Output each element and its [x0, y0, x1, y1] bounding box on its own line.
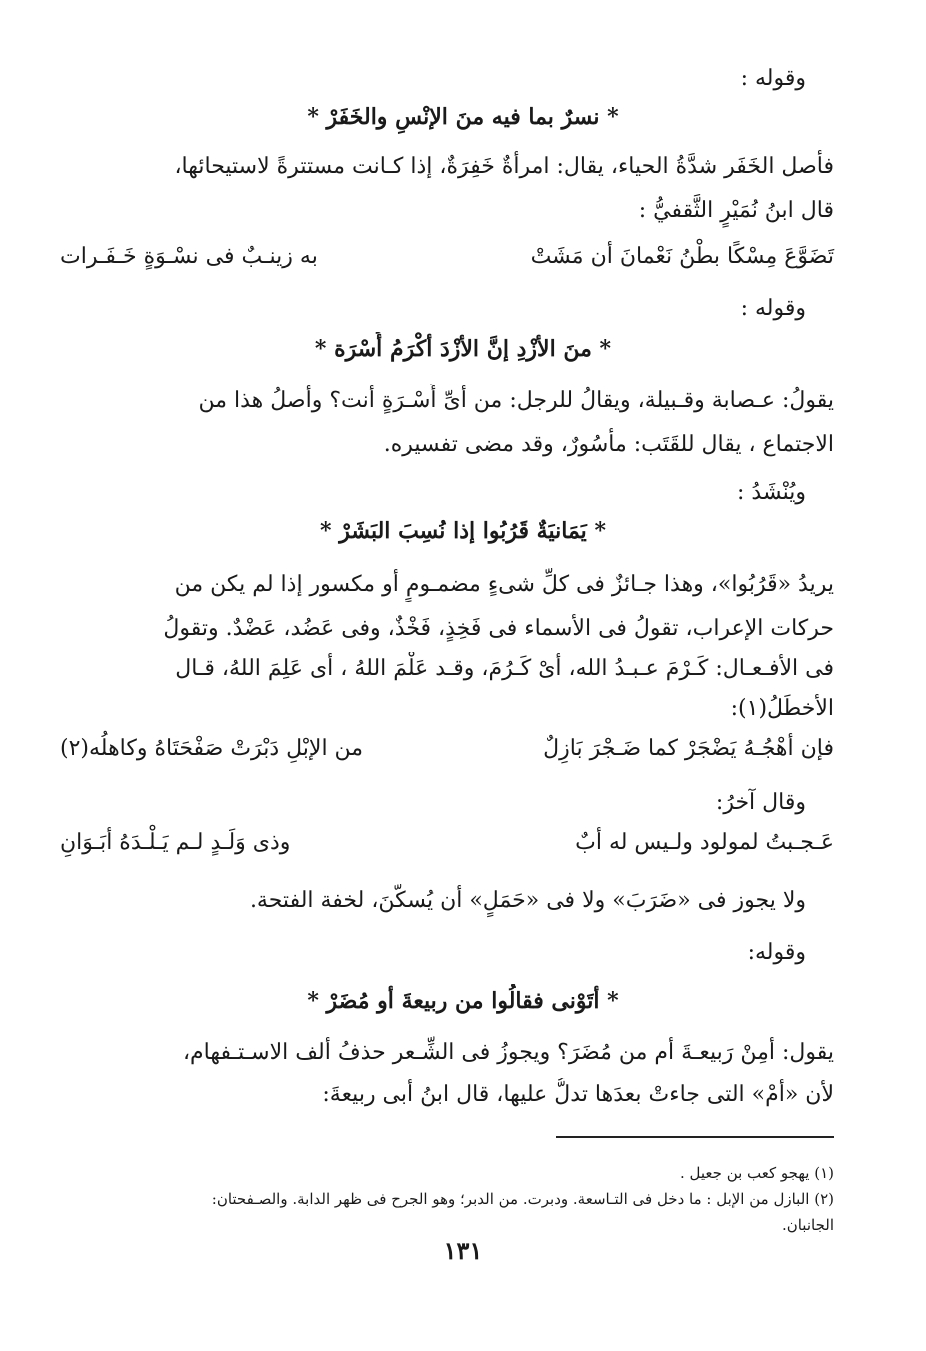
poem-verse [60, 826, 834, 860]
verse-first-hemistich: تَضَوَّعَ مِسْكًا بطْنُ نَعْمانَ أن مَشَتْ [530, 244, 834, 269]
text-line: الأخطَلُ(١): [730, 696, 834, 721]
verse-second-hemistich: به زينـبٌ فى نسْـوَةٍ خَـفَـرات [60, 244, 318, 269]
text-line: حركات الإعراب، تقولُ فى الأسماء فى فَخِذٍ، فَخْذٌ، وفى عَضُد، عَضْدٌ. وتقولُ [163, 616, 834, 641]
text-line: يريدُ «قَرُبُوا»، وهذا جـائزٌ فى كلِّ شىءٍ مضمـومٍ أو مكسور إذا لم يكن من [174, 572, 834, 597]
text-line: وقوله : [740, 296, 806, 321]
poem-verse [60, 732, 834, 766]
text-line: فأصل الخَفَر شدَّةُ الحياء، يقال: امرأةٌ خَفِرَةٌ، إذا كـانت مستترةً لاستيحائها، [174, 154, 834, 179]
text-line: وقوله: [747, 940, 806, 965]
text-line: وقوله : [740, 66, 806, 91]
quoted-hemistich: * نسرٌ بما فيه منَ الإنْسِ والخَفَرْ * [307, 104, 619, 130]
verse-second-hemistich: من الإبْلِ دَبْرَتْ صَفْحَتَاهُ وكاهلُه(٢) [60, 736, 364, 761]
footnote-divider [556, 1136, 834, 1138]
text-line: لأن «أمْ» التى جاءتْ بعدَها تدلُّ عليها، قال ابنُ أبى ربيعةَ: [322, 1082, 834, 1107]
poem-verse [60, 240, 834, 274]
text-line: وقال آخرُ: [715, 790, 806, 815]
quoted-hemistich: * يَمَانيَةٌ قَرُبُوا إذا نُسِبَ البَشَرْ * [320, 518, 606, 544]
page-number: ١٣١ [443, 1236, 483, 1265]
verse-second-hemistich: وذى وَلَـدٍ لـم يَـلْـدَهُ أبَـوَانِ [60, 830, 291, 855]
text-line: فى الأفـعـال: كَـرْمَ عـبـدُ الله، أىْ كَـرُمَ، وقـد عَلْمَ اللهُ ، أى عَلِمَ اللهُ، قـال [175, 656, 834, 681]
footnote: الجانبان. [781, 1216, 834, 1234]
text-line: الاجتماع ، يقال للقَتَب: مأسُورٌ، وقد مضى تفسيره. [383, 432, 834, 457]
quoted-hemistich: * منَ الأزْدِ إنَّ الأزْدَ أكْرَمُ أُسْرَة * [314, 336, 612, 362]
text-line: قال ابنُ نُمَيْرٍ الثَّقفيُّ : [638, 198, 834, 223]
text-line: ولا يجوز فى «ضَرَبَ» ولا فى «حَمَلٍ» أن يُسكَّنَ، لخفة الفتحة. [249, 888, 806, 913]
footnote: (١) يهجو كعب بن جعيل . [680, 1164, 834, 1182]
footnote: (٢) البازل من الإبل : ما دخل فى التـاسعة. ودبرت. من الدبر؛ وهو الجرح فى ظهر الدابة. والصـفحتان: [211, 1190, 834, 1208]
text-line: يقول: أمِنْ رَبيعـةَ أم من مُضَرَ؟ ويجوزُ فى الشِّـعر حذفُ ألف الاسـتـفهام، [182, 1040, 834, 1065]
text-line: يقولُ: عـصابة وقـبيلة، ويقالُ للرجل: من أىِّ أُسْـرَةٍ أنت؟ وأصلُ هذا من [198, 388, 834, 413]
quoted-hemistich: * أتَوْنى فقالُوا من ربيعةَ أو مُضَرْ * [307, 988, 619, 1014]
verse-first-hemistich: فإن أهْجُـهُ يَضْجَرْ كما ضَـجْرَ بَازِلٌ [543, 736, 834, 761]
text-line: ويُنْشَدُ : [737, 480, 806, 505]
verse-first-hemistich: عَـجـبتُ لمولود ولـيس له أبٌ [575, 830, 834, 855]
